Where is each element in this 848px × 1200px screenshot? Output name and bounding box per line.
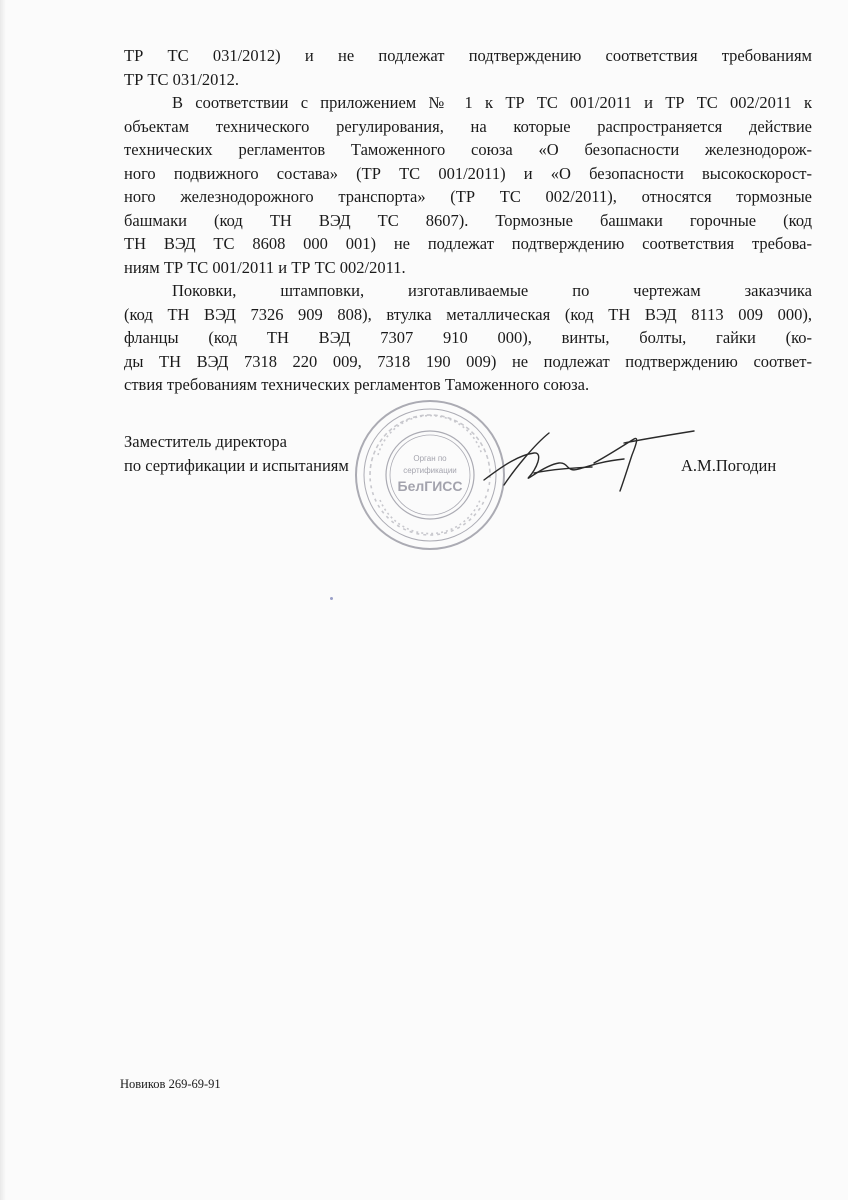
signatory-title xyxy=(124,430,349,478)
paragraph-1 xyxy=(124,44,812,91)
paragraph-3 xyxy=(124,279,812,397)
paragraph-2-line: объектам технического регулирования, на которые распространяется действие xyxy=(124,116,812,136)
paragraph-3-line: ствия требованиям технических регламентов Таможенного союза. xyxy=(124,375,590,394)
paragraph-2-line: ного подвижного состава» (ТР ТС 001/2011) и «О безопасности высокоскорост- xyxy=(124,163,812,183)
scan-edge-shadow xyxy=(0,0,6,1200)
paragraph-2-line: ТН ВЭД ТС 8608 000 001) не подлежат подтверждению соответствия требова- xyxy=(124,234,812,253)
signatory-title-line-2: по сертификации и испытаниям xyxy=(124,456,349,475)
signature-block xyxy=(124,430,812,540)
paragraph-2-line: ниям ТР ТС 001/2011 и ТР ТС 002/2011. xyxy=(124,257,406,277)
scan-speck xyxy=(330,597,333,600)
paragraph-2-line: башмаки (код ТН ВЭД ТС 8607). Тормозные башмаки горочные (код xyxy=(124,210,812,230)
paragraph-2-line: ного железнодорожного транспорта» (ТР ТС 002/2011), относятся тормозные xyxy=(124,187,812,206)
paragraph-2-line: технических регламентов Таможенного союза «О безопасности железнодорож- xyxy=(124,140,812,159)
executor-contact: Новиков 269-69-91 xyxy=(120,1077,221,1091)
paragraph-3-line: Поковки, штамповки, изготавливаемые по чертежам заказчика xyxy=(172,281,812,300)
paragraph-3-line: ды ТН ВЭД 7318 220 009, 7318 190 009) не подлежат подтверждению соответ- xyxy=(124,351,812,371)
paragraph-1-line: ТР ТС 031/2012. xyxy=(124,69,240,89)
paragraph-3-line: фланцы (код ТН ВЭД 7307 910 000), винты, болты, гайки (ко- xyxy=(124,328,812,347)
signatory-title-line-1: Заместитель директора xyxy=(124,432,287,451)
paragraph-2 xyxy=(124,91,812,279)
paragraph-1-line: ТР ТС 031/2012) и не подлежат подтверждению соответствия требованиям xyxy=(124,46,812,65)
stamp-center-line-3: БелГИСС xyxy=(397,478,463,494)
signatory-name: А.М.Погодин xyxy=(681,456,777,475)
paragraph-3-line: (код ТН ВЭД 7326 909 808), втулка металлическая (код ТН ВЭД 8113 009 000), xyxy=(124,304,812,324)
stamp-center-line-1: Орган по xyxy=(413,454,447,463)
letter-body xyxy=(124,44,812,397)
handwritten-signature-icon xyxy=(474,425,704,505)
stamp-center-line-2: сертификации xyxy=(403,466,457,475)
paragraph-2-line: В соответствии с приложением № 1 к ТР ТС 001/2011 и ТР ТС 002/2011 к xyxy=(172,93,812,112)
